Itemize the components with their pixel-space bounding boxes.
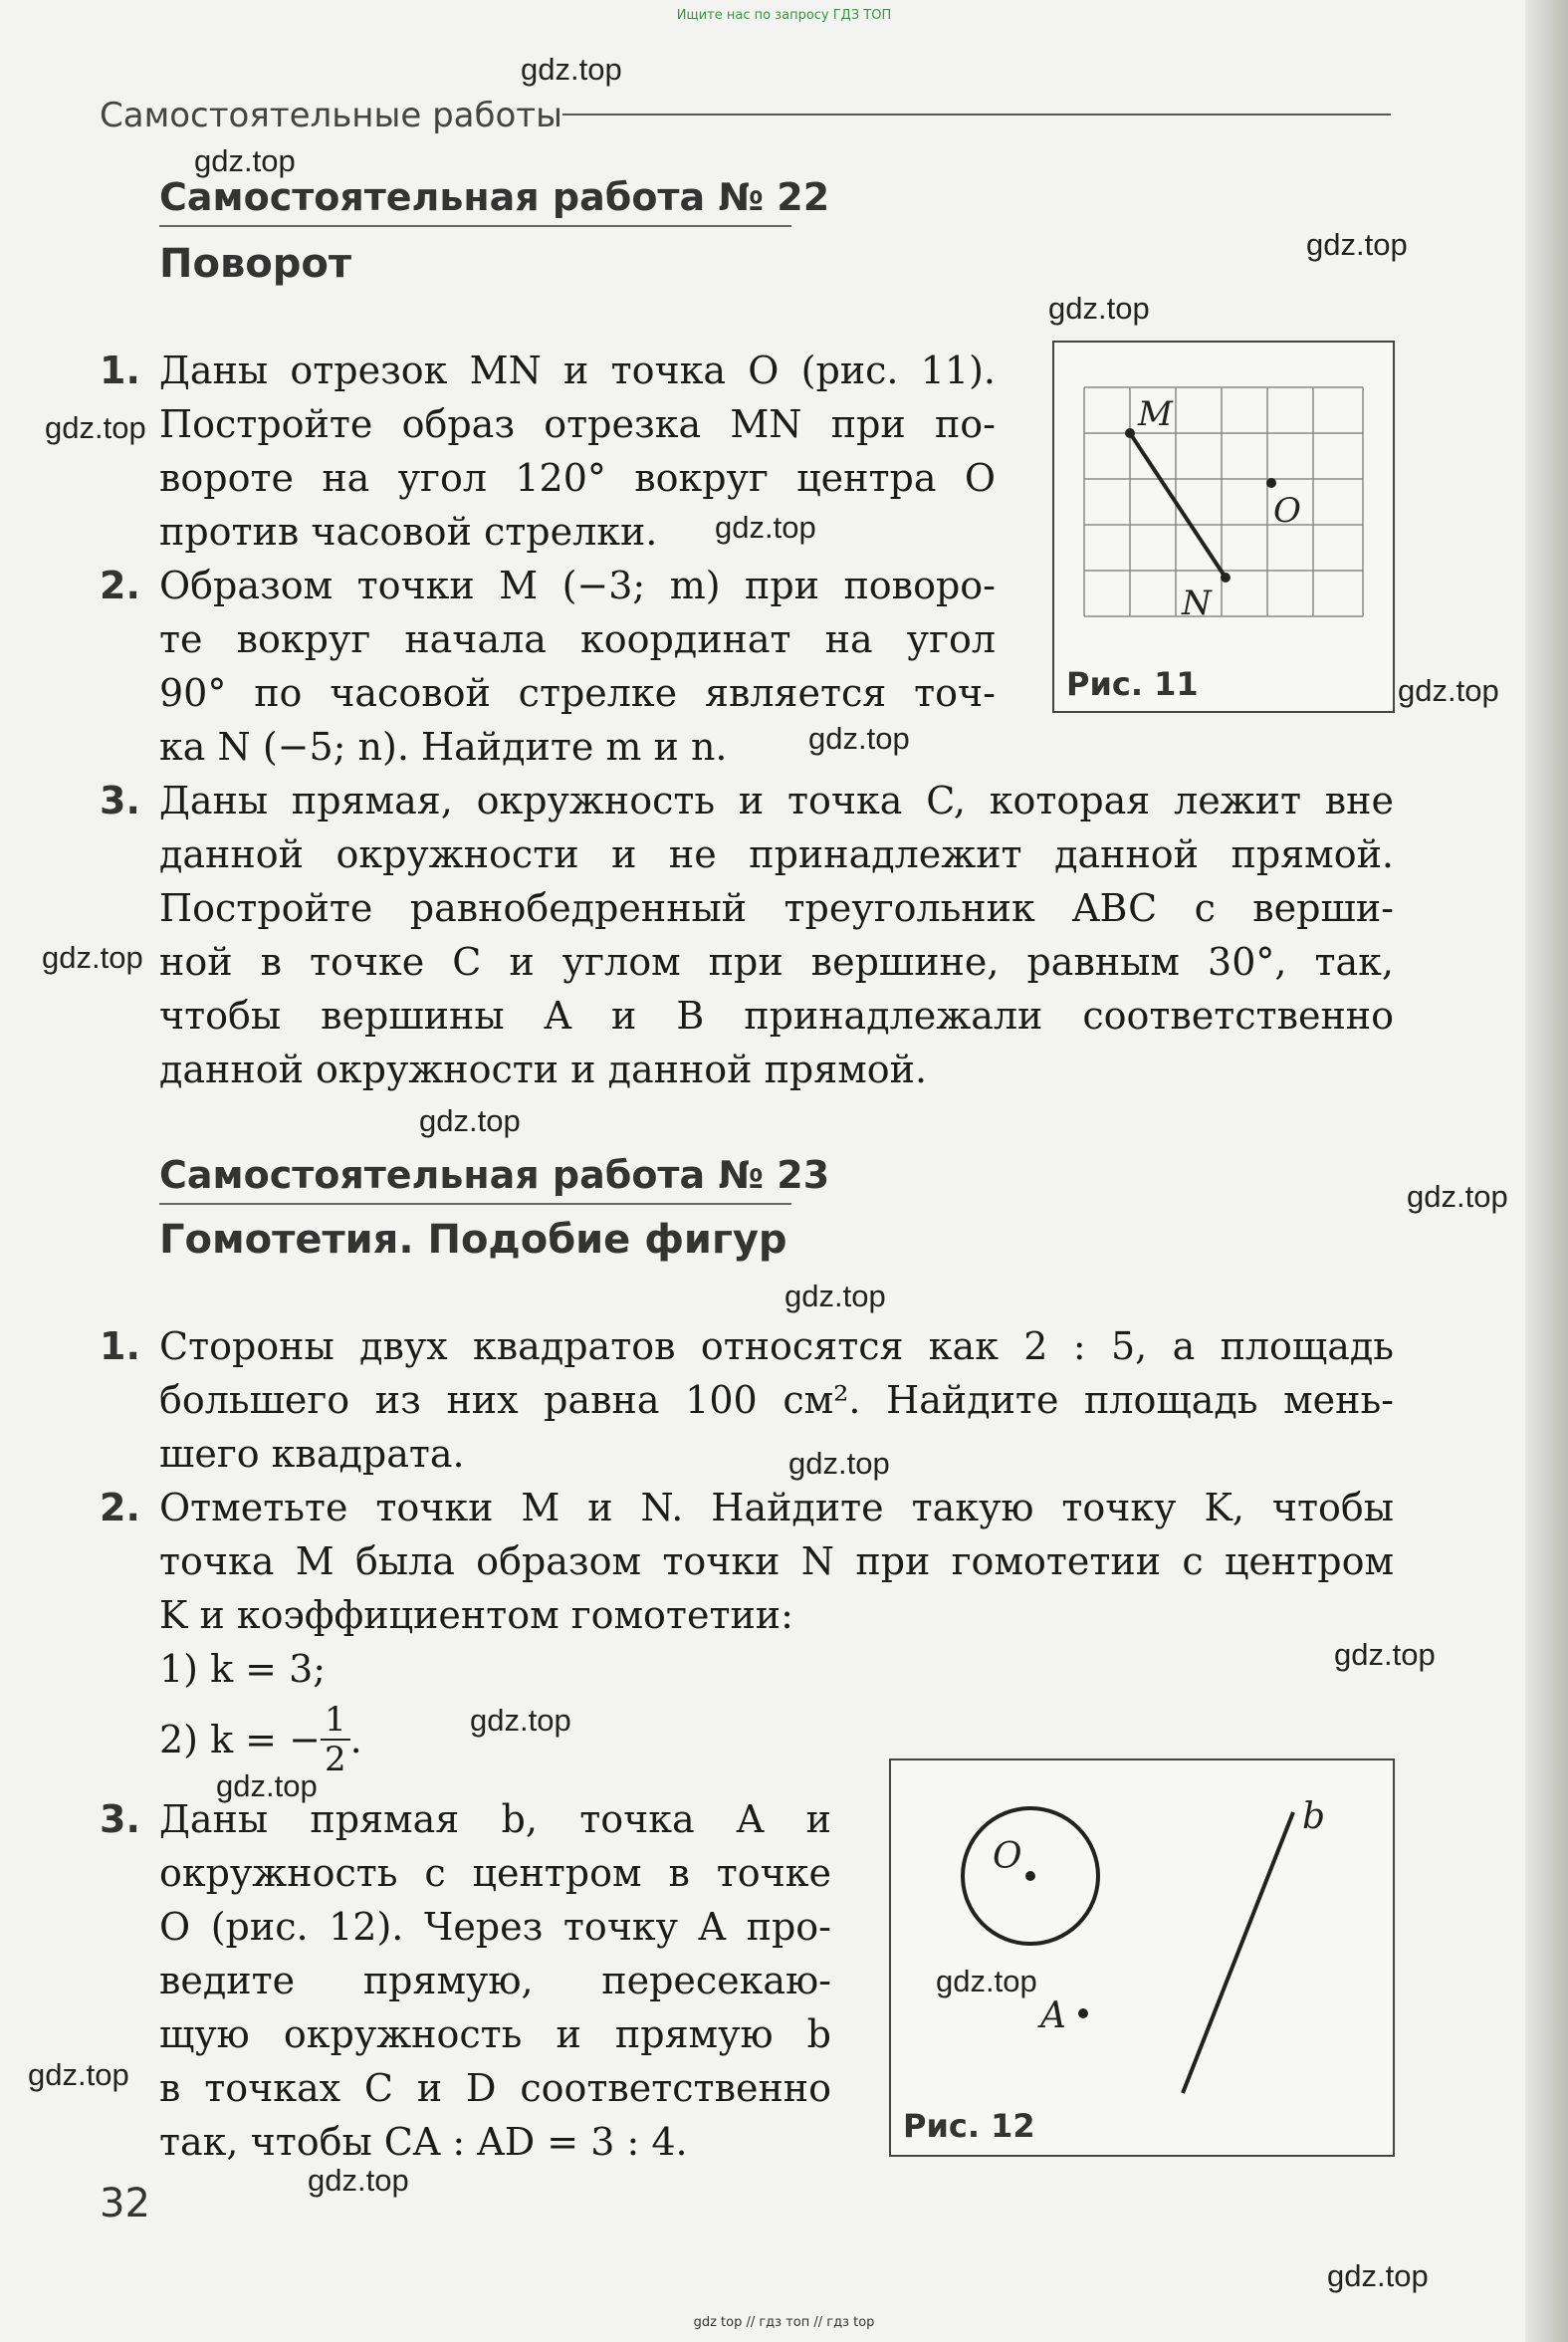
figure-11-caption: Рис. 11 <box>1066 665 1199 703</box>
section-23-title: Самостоятельная работа № 23 <box>159 1153 830 1197</box>
task-line: вороте на угол 120° вокруг центра O <box>159 456 996 500</box>
point-n <box>1221 573 1231 583</box>
point-m <box>1125 428 1135 438</box>
label-n: N <box>1182 584 1212 623</box>
watermark: gdz.top <box>45 410 146 445</box>
top-search-link[interactable]: Ищите нас по запросу ГДЗ ТОП <box>676 8 892 23</box>
task-22-3-number: 3. <box>100 779 140 822</box>
bottom-link[interactable]: gdz top // гдз топ // гдз top <box>693 2315 875 2330</box>
section-22-title: Самостоятельная работа № 22 <box>159 175 830 219</box>
task-22-3 <box>159 774 1394 1096</box>
task-line: Стороны двух квадратов относятся как 2 : 5, а площадь <box>159 1324 1394 1368</box>
watermark: gdz.top <box>28 2057 129 2092</box>
label-o: O <box>993 1836 1022 1877</box>
item-2-suffix: . <box>349 1718 362 1761</box>
task-line: Даны прямая b, точка A и <box>159 1797 831 1841</box>
section-23-subtitle: Гомотетия. Подобие фигур <box>159 1217 787 1263</box>
task-line: Постройте равнобедренный треугольник ABC с верши- <box>159 886 1394 930</box>
task-line: щую окружность и прямую b <box>159 2012 831 2056</box>
watermark: gdz.top <box>784 1279 886 1313</box>
figure-12-drawing <box>891 1760 1393 2155</box>
task-line: Постройте образ отрезка MN при по- <box>159 402 996 446</box>
point-o <box>1266 478 1276 488</box>
task-line: Образом точки M (−3; m) при поворо- <box>159 564 996 607</box>
task-line: точка M была образом точки N при гомотетии с центром <box>159 1539 1394 1583</box>
center-o <box>1025 1871 1035 1881</box>
segment-mn <box>1130 433 1226 578</box>
task-line: в точках C и D соответственно <box>159 2066 831 2110</box>
watermark: gdz.top <box>470 1703 571 1738</box>
figure-11-drawing <box>1054 343 1393 711</box>
watermark: gdz.top <box>194 143 296 178</box>
task-22-1 <box>159 344 996 559</box>
task-22-2-number: 2. <box>100 564 140 607</box>
watermark: gdz.top <box>1407 1179 1508 1214</box>
item-2-prefix: 2) k = − <box>159 1718 321 1761</box>
watermark: gdz.top <box>936 1964 1037 1998</box>
task-line: те вокруг начала координат на угол <box>159 617 996 661</box>
watermark: gdz.top <box>1334 1637 1436 1672</box>
task-line: ка N (−5; n). Найдите m и n. <box>159 725 728 769</box>
label-o: O <box>1273 491 1301 531</box>
watermark: gdz.top <box>788 1446 890 1481</box>
watermark: gdz.top <box>216 1768 318 1803</box>
figure-12 <box>889 1758 1395 2157</box>
task-line: данной окружности и не принадлежит данной прямой. <box>159 832 1394 876</box>
watermark: gdz.top <box>715 510 816 545</box>
task-23-1 <box>159 1319 1394 1481</box>
figure-11 <box>1052 341 1395 713</box>
task-23-2-number: 2. <box>100 1486 140 1529</box>
line-b <box>1183 1812 1293 2093</box>
task-23-1-number: 1. <box>100 1324 140 1368</box>
task-line: ной в точке C и углом при вершине, равным 30°, так, <box>159 940 1394 984</box>
page-edge-shadow <box>1525 0 1568 2342</box>
running-header: Самостоятельные работы <box>100 96 562 135</box>
task-line: окружность с центром в точке <box>159 1851 831 1895</box>
task-line: Отметьте точки M и N. Найдите такую точку K, чтобы <box>159 1486 1394 1529</box>
watermark: gdz.top <box>808 721 910 756</box>
header-rule <box>562 114 1391 116</box>
task-line: против часовой стрелки. <box>159 510 658 554</box>
section-23-rule <box>159 1203 791 1205</box>
watermark: gdz.top <box>1048 291 1150 326</box>
watermark: gdz.top <box>1398 673 1499 708</box>
task-line: Даны отрезок MN и точка O (рис. 11). <box>159 349 996 392</box>
task-23-2 <box>159 1481 1394 1696</box>
task-line: шего квадрата. <box>159 1432 465 1476</box>
task-line: O (рис. 12). Через точку A про- <box>159 1905 831 1949</box>
fraction-numerator: 1 <box>321 1701 350 1741</box>
task-23-3 <box>159 1792 831 2169</box>
watermark: gdz.top <box>419 1103 521 1138</box>
point-a <box>1078 2008 1088 2018</box>
figure-12-caption: Рис. 12 <box>903 2107 1035 2145</box>
task-line: ведите прямую, пересекаю- <box>159 1959 831 2002</box>
label-b: b <box>1302 1796 1326 1837</box>
section-22-rule <box>159 225 791 227</box>
task-line: данной окружности и данной прямой. <box>159 1048 928 1091</box>
fraction <box>321 1701 350 1778</box>
task-line: большего из них равна 100 см². Найдите площадь мень- <box>159 1378 1394 1422</box>
task-22-1-number: 1. <box>100 349 140 392</box>
label-m: M <box>1138 394 1173 434</box>
watermark: gdz.top <box>1327 2258 1429 2293</box>
page-number: 32 <box>100 2181 150 2226</box>
task-line: 1) k = 3; <box>159 1647 327 1691</box>
task-23-3-number: 3. <box>100 1797 140 1841</box>
watermark: gdz.top <box>308 2163 409 2198</box>
watermark: gdz.top <box>42 940 143 975</box>
task-line: K и коэффициентом гомотетии: <box>159 1593 793 1637</box>
watermark: gdz.top <box>1306 227 1408 262</box>
label-a: A <box>1040 1995 1066 2036</box>
task-line: так, чтобы CA : AD = 3 : 4. <box>159 2120 688 2164</box>
task-line: чтобы вершины A и B принадлежали соответственно <box>159 994 1394 1038</box>
task-line: Даны прямая, окружность и точка C, которая лежит вне <box>159 779 1394 822</box>
section-22-subtitle: Поворот <box>159 241 352 287</box>
task-line: 90° по часовой стрелке является точ- <box>159 671 996 715</box>
fraction-denominator: 2 <box>324 1740 346 1779</box>
watermark: gdz.top <box>521 52 622 87</box>
